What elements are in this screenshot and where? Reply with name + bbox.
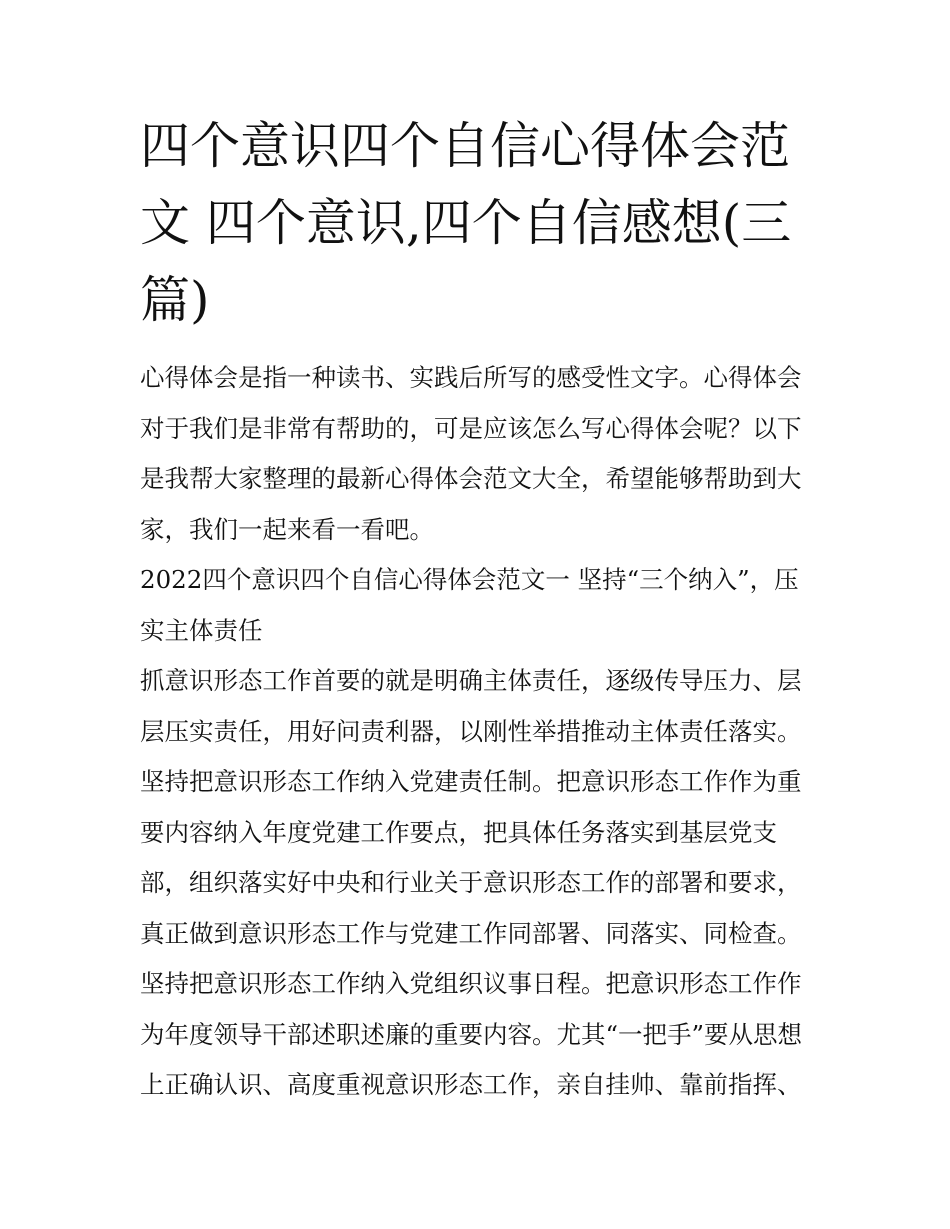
- document-title: 四个意识四个自信心得体会范文 四个意识,四个自信感想(三篇): [140, 117, 792, 329]
- body-paragraph: 坚持把意识形态工作纳入党建责任制。把意识形态工作作为重要内容纳入年度党建工作要点，把具体任务落实到基层党支部，组织落实好中央和行业关于意识形态工作的部署和要求，真正做到意识形态工作与党建工作同部署、同落实、同检查。: [140, 767, 802, 948]
- body-paragraph: 抓意识形态工作首要的就是明确主体责任，逐级传导压力、层层压实责任，用好问责利器，以刚性举措推动主体责任落实。: [140, 666, 802, 746]
- body-paragraph: 坚持把意识形态工作纳入党组织议事日程。把意识形态工作作为年度领导干部述职述廉的重要内容。尤其“一把手”要从思想上正确认识、高度重视意识形态工作，亲自挂帅、靠前指挥、: [140, 969, 803, 1099]
- intro-paragraph: 心得体会是指一种读书、实践后所写的感受性文字。心得体会对于我们是非常有帮助的，可是应该怎么写心得体会呢？以下是我帮大家整理的最新心得体会范文大全，希望能够帮助到大家，我们一起来看一看吧。: [140, 363, 802, 544]
- section-heading: 2022四个意识四个自信心得体会范文一 坚持“三个纳入”，压实主体责任: [140, 565, 799, 645]
- document-body: [140, 353, 820, 1111]
